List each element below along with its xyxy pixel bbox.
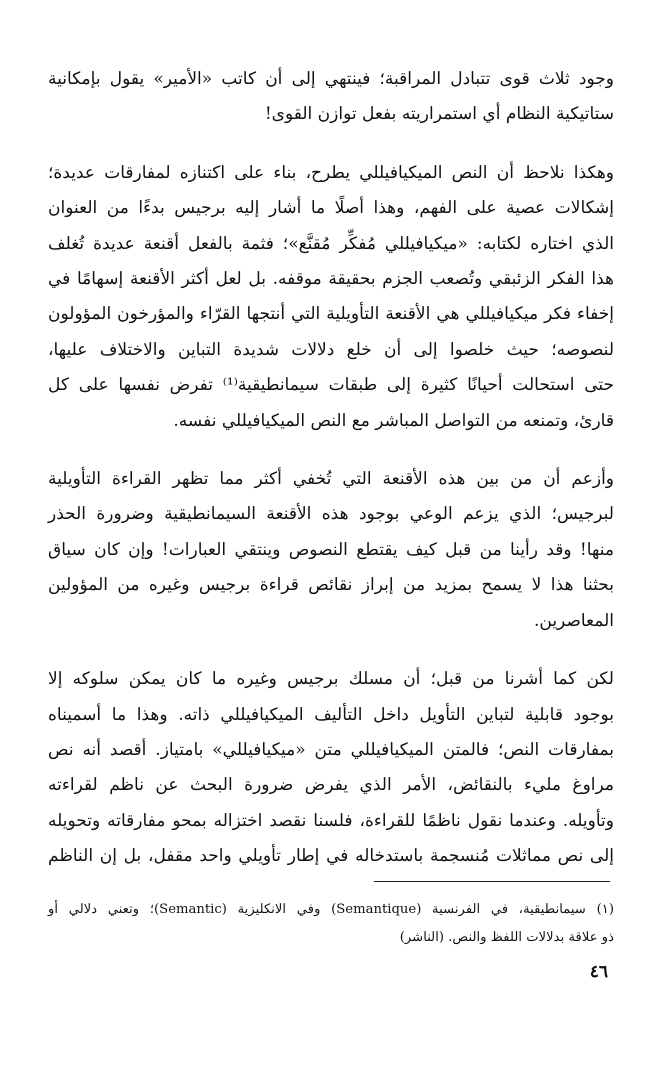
page-number: ٤٦ bbox=[589, 962, 608, 982]
footnote bbox=[48, 896, 614, 952]
text-line: هذا الفكر الزئبقي وتُصعب الجزم بحقيقة موقفه. بل لعل أكثر الأقنعة إسهامًا في bbox=[48, 269, 614, 290]
paragraph-2 bbox=[48, 156, 614, 439]
text-line: لنصوصه؛ حيث خلصوا إلى أن خلع دلالات شديدة التباين والاختلاف عليها، bbox=[48, 339, 614, 360]
text-line: وجود ثلاث قوى تتبادل المراقبة؛ فينتهي إلى أن كاتب «الأمير» يقول بإمكانية bbox=[48, 69, 614, 89]
footnote-line: ذو علاقة بدلالات اللفظ والنص. (الناشر) bbox=[399, 930, 614, 945]
paragraph-3 bbox=[48, 462, 614, 639]
text-line: إشكالات عصية على الفهم، وهذا أصلًا ما أشار إليه برجيس بدءًا من العنوان bbox=[48, 198, 614, 219]
text-line: وهكذا نلاحظ أن النص الميكيافيللي يطرح، بناء على اكتنازه لمفارقات عديدة؛ bbox=[48, 162, 614, 183]
text-line: لكن كما أشرنا من قبل؛ أن مسلك برجيس وغيره ما كان يمكن سلوكه إلا bbox=[48, 669, 614, 690]
text-line: بمفارقات النص؛ فالمتن الميكيافيللي متن «ميكيافيللي» بامتياز. أقصد أنه نص bbox=[48, 739, 614, 760]
text-line: قارئ، وتمنعه من التواصل المباشر مع النص الميكيافيللي نفسه. bbox=[173, 410, 614, 431]
text-line: إخفاء فكر ميكيافيللي هي الأقنعة التأويلية التي أنتجها القرّاء والمؤرخون المؤولون bbox=[48, 304, 614, 325]
text-line: لبرجيس؛ الذي يزعم الوعي بوجود هذه الأقنعة السيمانطيقية وضرورة الحذر bbox=[48, 504, 614, 525]
body-text bbox=[48, 62, 614, 898]
text-line: المعاصرين. bbox=[533, 610, 614, 631]
footnote-line: (١) سيمانطيقية، في الفرنسية (Semantique) وفي الانكليزية (Semantic)؛ وتعني دلالي أو bbox=[48, 902, 614, 917]
text-line: حتى استحالت أحيانًا كثيرة إلى طبقات سيمانطيقية⁽¹⁾ تفرض نفسها على كل bbox=[48, 375, 614, 396]
text-line: منها! وقد رأينا من قبل كيف يقتطع النصوص وينتقي العبارات! وإن كان سياق bbox=[48, 539, 614, 560]
paragraph-1 bbox=[48, 62, 614, 133]
footnote-divider bbox=[374, 881, 610, 882]
text-line: الذي اختاره لكتابه: «ميكيافيللي مُفكِّر مُقنَّع»؛ فثمة بالفعل أقنعة عديدة تُغلف bbox=[48, 233, 614, 254]
text-line: وتأويله. وعندما نقول ناظمًا للقراءة، فلسنا نقصد اختزاله بمحو مفارقاته وتحويله bbox=[48, 810, 614, 831]
text-line: بحثنا هذا لا يسمح بمزيد من إبراز نقائص قراءة برجيس وغيره من المؤولين bbox=[48, 575, 614, 596]
paragraph-4 bbox=[48, 662, 614, 874]
text-line: بوجود قابلية لتباين التأويل داخل التأليف الميكيافيللي ذاته. وهذا ما أسميناه bbox=[48, 704, 614, 725]
text-line: إلى نص مماثلات مُنسجمة باستدخاله في إطار تأويلي واحد مقفل، بل إن الناظم bbox=[48, 846, 614, 867]
text-line: مراوغ مليء بالنقائض، الأمر الذي يفرض ضرورة البحث عن ناظم لقراءته bbox=[48, 775, 614, 796]
text-line: ستاتيكية النظام أي استمراريته بفعل توازن القوى! bbox=[264, 104, 614, 125]
text-line: وأزعم أن من بين هذه الأقنعة التي تُخفي أكثر مما تظهر القراءة التأويلية bbox=[48, 469, 614, 490]
